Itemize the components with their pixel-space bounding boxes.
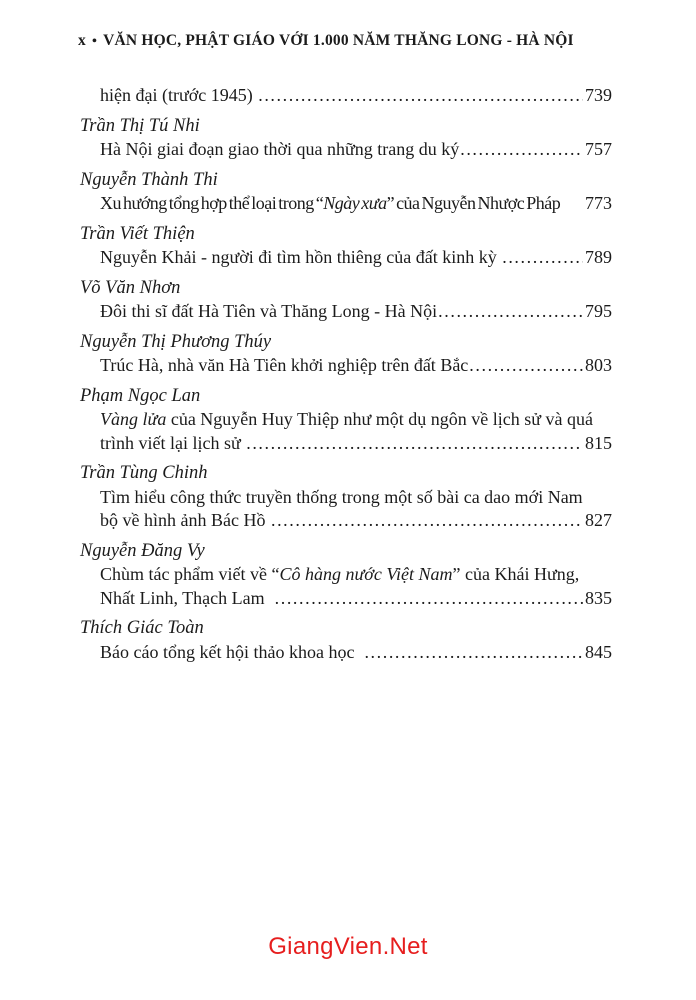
toc-line [78,354,612,378]
toc-title-segment: ” của Khái Hưng, [452,564,580,584]
toc-page-number: 757 [585,139,612,159]
toc-author: Nguyễn Thành Thi [80,169,218,190]
toc-line [78,432,612,456]
dot-leader [460,138,583,162]
toc-title-text [100,486,583,510]
header-bullet: • [91,34,98,49]
toc-entry [78,540,612,611]
toc-entry [78,115,612,162]
toc-page-number: 789 [585,247,612,267]
toc-page-number: 815 [585,432,612,453]
toc-title-text [100,192,560,216]
toc-title-segment: Tìm hiểu công thức truyền thống trong một số bài ca dao mới Nam [100,486,583,507]
toc-author: Võ Văn Nhơn [80,277,181,298]
toc-title-text [100,354,468,378]
header-title: VĂN HỌC, PHẬT GIÁO VỚI 1.000 NĂM THĂNG LONG - HÀ NỘI [103,32,574,49]
toc-entry [78,331,612,378]
page-header [78,32,656,50]
toc-entry [78,277,612,324]
toc-entry [78,385,612,456]
toc-title-segment: Trúc Hà, nhà văn Hà Tiên khởi nghiệp trên đất Bắc [100,355,469,375]
toc-page-number: 845 [585,641,612,662]
toc-entry [78,169,612,216]
toc-author: Trần Tùng Chinh [80,463,208,483]
toc-page-number: 803 [585,355,612,375]
toc-title-segment: hiện đại (trước 1945) [100,85,258,105]
toc-line [78,84,612,108]
toc-title-text [100,587,274,611]
toc-title-text [100,509,270,533]
toc-title-segment: Báo cáo tổng kết hội thảo khoa học [100,641,364,662]
toc-line [78,408,612,432]
watermark [0,933,696,961]
dot-leader [502,246,583,270]
toc-line [78,486,612,510]
toc-line [78,509,612,533]
toc-title-segment: Đôi thi sĩ đất Hà Tiên và Thăng Long - Hà Nội [100,301,438,321]
dot-leader [438,300,583,324]
toc-page-number: 827 [585,510,612,530]
toc-page-number: 835 [585,587,612,608]
toc-author: Trần Viết Thiện [80,223,195,244]
toc-title-text [100,300,437,324]
toc-title-text [100,563,579,587]
toc-author: Thích Giác Toàn [80,618,204,638]
toc-author: Nguyễn Đăng Vy [80,540,205,561]
toc-line [78,246,612,270]
toc-title-segment: Vàng lửa [100,409,167,429]
toc-title-segment: của Nguyễn Huy Thiệp như một dụ ngôn về lịch sử và quá [166,409,593,429]
toc-line [78,138,612,162]
toc-line [78,300,612,324]
toc-entry [78,462,612,533]
dot-leader [364,641,583,665]
toc-title-segment: Xu hướng tổng hợp thể loại trong “ [100,193,324,213]
toc-page-number: 739 [585,85,612,105]
dot-leader [246,432,583,456]
toc-line [78,192,612,216]
toc-page-number: 795 [585,301,612,321]
dot-leader [275,587,583,611]
toc-line [78,587,612,611]
toc-title-segment: ” của Nguyễn Nhược Pháp [386,193,561,213]
toc-page-number: 773 [585,193,612,213]
toc-title-text [100,641,363,665]
toc-title-text [100,408,593,432]
toc-title-text [100,138,459,162]
header-page-number: x [78,32,86,49]
toc-line [78,563,612,587]
toc-title-segment: Chùm tác phẩm viết về “ [100,564,280,584]
toc-title-segment: Ngày xưa [323,193,387,213]
toc-title-segment: Nguyễn Khải - người đi tìm hồn thiêng của đất kinh kỳ [100,247,502,267]
toc-line [78,641,612,665]
toc-title-text [100,246,501,270]
toc-author: Nguyễn Thị Phương Thúy [80,331,272,352]
toc-title-segment: Nhất Linh, Thạch Lam [100,587,274,608]
toc-title-text [100,84,257,108]
toc-title-segment: trình viết lại lịch sử [100,432,246,453]
dot-leader [469,354,583,378]
toc-entry [78,617,612,664]
watermark-text: GiangVien.Net [268,933,428,960]
toc-author: Trần Thị Tú Nhi [80,115,200,136]
table-of-contents [78,84,612,664]
dot-leader [271,509,583,533]
toc-title-text [100,432,245,456]
toc-title-segment: bộ về hình ảnh Bác Hồ [100,510,270,530]
toc-title-segment: Hà Nội giai đoạn giao thời qua những trang du ký [100,139,460,159]
toc-entry [78,223,612,270]
toc-author: Phạm Ngọc Lan [80,385,201,406]
dot-leader [258,84,583,108]
toc-title-segment: Cô hàng nước Việt Nam [279,564,453,584]
toc-entry [78,84,612,108]
